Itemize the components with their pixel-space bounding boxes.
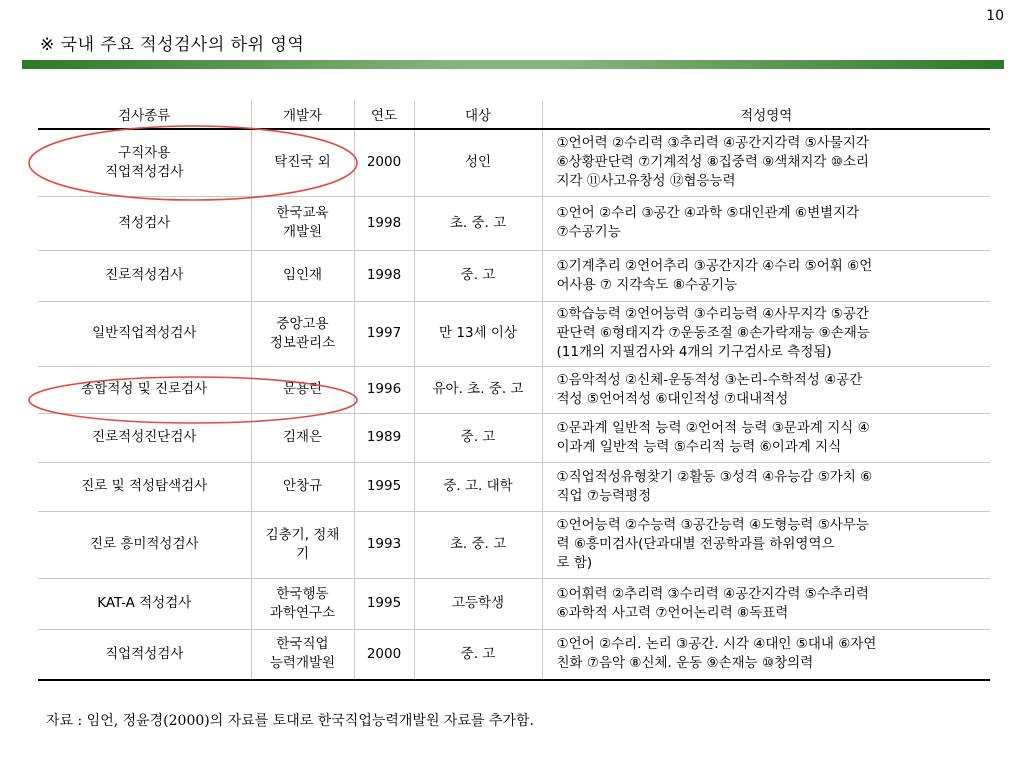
- slide-title: ※ 국내 주요 적성검사의 하위 영역: [40, 35, 305, 55]
- developer-cell: 탁진국 외: [251, 129, 354, 196]
- test-name-cell: 직업적성검사: [38, 629, 251, 680]
- test-name-cell: 적성검사: [38, 196, 251, 250]
- year-cell: 1995: [354, 578, 414, 629]
- target-cell: 중. 고: [414, 413, 542, 462]
- areas-cell: ①어휘력 ②추리력 ③수리력 ④공간지각력 ⑤수추리력 ⑥과학적 사고력 ⑦언어논리력 ⑧독표력: [542, 578, 990, 629]
- test-name-cell: 구직자용 직업적성검사: [105, 144, 184, 180]
- areas-cell: ①언어능력 ②수능력 ③공간능력 ④도형능력 ⑤사무능 력 ⑥흥미검사(단과대별 전공학과를 하위영역으 로 함): [542, 511, 990, 578]
- table-row: [38, 511, 990, 578]
- year-cell: 1997: [354, 301, 414, 366]
- year-cell: 1993: [354, 511, 414, 578]
- developer-cell: 김충기, 정채 기: [251, 511, 354, 578]
- target-cell: 초. 중. 고: [414, 511, 542, 578]
- header-test-type: 검사종류: [38, 100, 251, 129]
- areas-cell: ①직업적성유형찾기 ②활동 ③성격 ④유능감 ⑤가치 ⑥ 직업 ⑦능력평정: [542, 462, 990, 511]
- developer-cell: 한국행동 과학연구소: [251, 578, 354, 629]
- year-cell: 2000: [354, 629, 414, 680]
- table-row: [38, 366, 990, 413]
- table-row: [38, 250, 990, 301]
- year-cell: 2000: [354, 129, 414, 196]
- test-name-cell: 진로적성검사: [38, 250, 251, 301]
- areas-cell: ①문과계 일반적 능력 ②언어적 능력 ③문과계 지식 ④ 이과계 일반적 능력 ⑤수리적 능력 ⑥이과계 지식: [542, 413, 990, 462]
- developer-cell: 한국교육 개발원: [251, 196, 354, 250]
- developer-cell: 안창규: [251, 462, 354, 511]
- table-body: [38, 129, 990, 680]
- title-divider-bar: [22, 60, 1004, 69]
- page-number: 10: [986, 8, 1004, 24]
- developer-cell: 중앙고용 정보관리소: [251, 301, 354, 366]
- table-header-row: [38, 100, 990, 129]
- developer-cell: 김재은: [251, 413, 354, 462]
- test-name-cell: KAT-A 적성검사: [38, 578, 251, 629]
- test-name-cell: 일반직업적성검사: [38, 301, 251, 366]
- header-target: 대상: [414, 100, 542, 129]
- areas-cell: ①음악적성 ②신체-운동적성 ③논리-수학적성 ④공간 적성 ⑤언어적성 ⑥대인적성 ⑦대내적성: [542, 366, 990, 413]
- areas-cell: ①언어 ②수리. 논리 ③공간. 시각 ④대인 ⑤대내 ⑥자연 친화 ⑦음악 ⑧신체. 운동 ⑨손재능 ⑩창의력: [542, 629, 990, 680]
- test-name-cell: 종합적성 및 진로검사: [38, 366, 251, 413]
- test-name-cell: 진로 및 적성탐색검사: [38, 462, 251, 511]
- areas-cell: ①기계추리 ②언어추리 ③공간지각 ④수리 ⑤어휘 ⑥언 어사용 ⑦ 지각속도 ⑧수공기능: [542, 250, 990, 301]
- target-cell: 고등학생: [414, 578, 542, 629]
- developer-cell: 한국직업 능력개발원: [251, 629, 354, 680]
- areas-cell: ①학습능력 ②언어능력 ③수리능력 ④사무지각 ⑤공간 판단력 ⑥형태지각 ⑦운동조절 ⑧손가락재능 ⑨손재능 (11개의 지필검사와 4개의 기구검사로 측정됨): [542, 301, 990, 366]
- header-developer: 개발자: [251, 100, 354, 129]
- aptitude-test-table: [38, 100, 990, 681]
- target-cell: 중. 고. 대학: [414, 462, 542, 511]
- table-row: [38, 578, 990, 629]
- target-cell: 성인: [414, 129, 542, 196]
- year-cell: 1989: [354, 413, 414, 462]
- target-cell: 유아. 초. 중. 고: [414, 366, 542, 413]
- year-cell: 1998: [354, 250, 414, 301]
- target-cell: 초. 중. 고: [414, 196, 542, 250]
- table-row: [38, 629, 990, 680]
- test-name-cell: 진로적성진단검사: [38, 413, 251, 462]
- table-row: [38, 462, 990, 511]
- developer-cell: 임인재: [251, 250, 354, 301]
- areas-cell: ①언어 ②수리 ③공간 ④과학 ⑤대인관계 ⑥변별지각 ⑦수공기능: [542, 196, 990, 250]
- target-cell: 만 13세 이상: [414, 301, 542, 366]
- table-row: [38, 301, 990, 366]
- areas-cell: ①언어력 ②수리력 ③추리력 ④공간지각력 ⑤사물지각 ⑥상황판단력 ⑦기계적성 ⑧집중력 ⑨색채지각 ⑩소리 지각 ⑪사고유창성 ⑫협응능력: [542, 129, 990, 196]
- target-cell: 중. 고: [414, 250, 542, 301]
- year-cell: 1998: [354, 196, 414, 250]
- source-note: 자료 : 임언, 정윤경(2000)의 자료를 토대로 한국직업능력개발원 자료를 추가함.: [46, 713, 534, 729]
- target-cell: 중. 고: [414, 629, 542, 680]
- test-name-cell: 진로 흥미적성검사: [38, 511, 251, 578]
- table-row: [38, 129, 990, 196]
- table-row: [38, 413, 990, 462]
- year-cell: 1996: [354, 366, 414, 413]
- header-year: 연도: [354, 100, 414, 129]
- table-row: [38, 196, 990, 250]
- header-aptitude-areas: 적성영역: [542, 100, 990, 129]
- developer-cell: 문용린: [251, 366, 354, 413]
- year-cell: 1995: [354, 462, 414, 511]
